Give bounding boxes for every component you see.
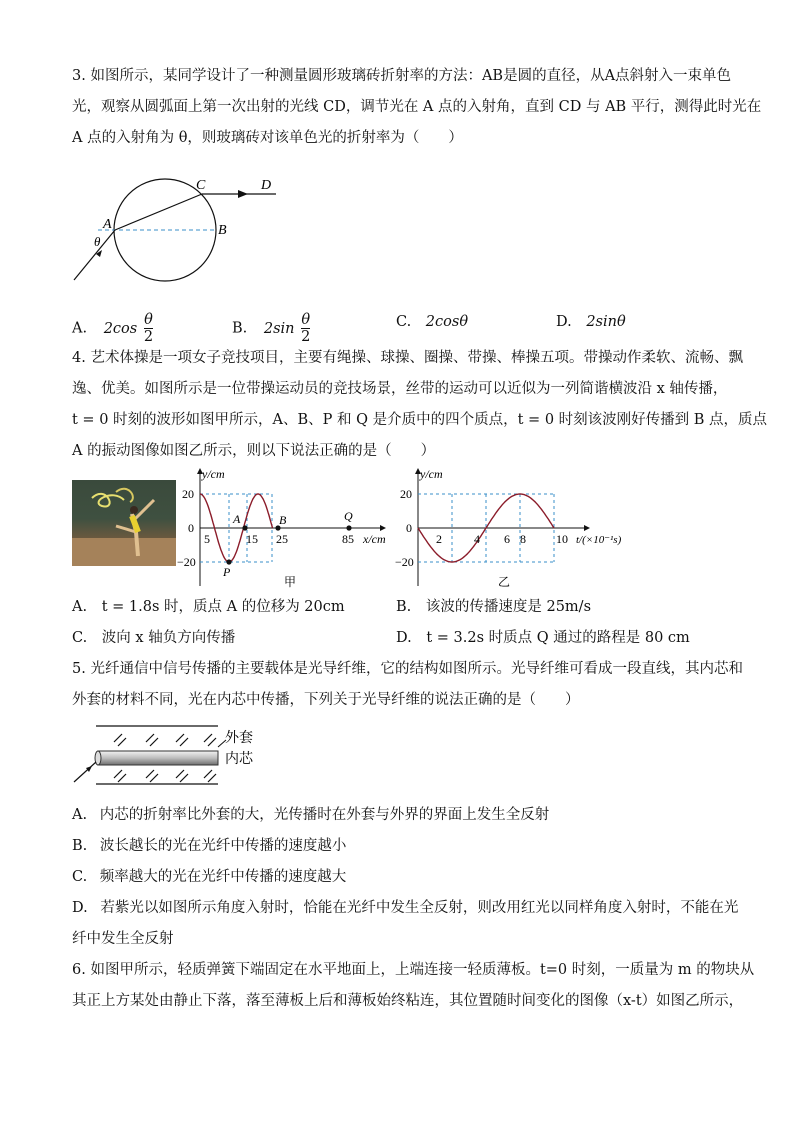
q5-option-b[interactable]: B. 波长越长的光在光纤中传播的速度越小 bbox=[72, 838, 347, 854]
vibration-graph-yi bbox=[395, 464, 638, 592]
q5-option-d[interactable]: D. 若紫光以如图所示角度入射时，恰能在光纤中发生全反射，则改用红光以同样角度入射时，不能在光 bbox=[72, 900, 739, 916]
jia-xtick-85: 85 bbox=[342, 532, 354, 546]
q5-line-2: 外套的材料不同，光在内芯中传播，下列关于光导纤维的说法正确的是（ ） bbox=[72, 692, 580, 708]
q3-line-3: A 点的入射角为 θ，则玻璃砖对该单色光的折射率为（ ） bbox=[72, 130, 463, 146]
yi-ytick-neg20: −20 bbox=[395, 555, 414, 569]
yi-xtick-6: 6 bbox=[504, 532, 510, 546]
jia-point-Q: Q bbox=[344, 509, 353, 523]
jia-point-A: A bbox=[233, 512, 241, 526]
yi-ytick-20: 20 bbox=[400, 487, 412, 501]
point-D-label: D bbox=[261, 178, 272, 193]
point-A-label: A bbox=[103, 217, 112, 232]
optical-fiber-figure bbox=[66, 720, 266, 796]
q4-line-2: 逸、优美。如图所示是一位带操运动员的竞技场景，丝带的运动可以近似为一列简谐横波沿 x 轴传播， bbox=[72, 381, 728, 397]
jia-xtick-25: 25 bbox=[276, 532, 288, 546]
yi-xtick-2: 2 bbox=[436, 532, 442, 546]
q6-line-2: 其正上方某处由静止下落，落至薄板上后和薄板始终粘连，其位置随时间变化的图像（x-t）如图乙所示， bbox=[72, 993, 744, 1009]
inner-label: 内芯 bbox=[225, 752, 253, 767]
gymnast-photo bbox=[72, 480, 176, 566]
point-B-label: B bbox=[218, 223, 227, 238]
q3-option-a[interactable]: A. 2cos $\frac{\theta}{2}$ bbox=[72, 312, 154, 345]
q5-option-c[interactable]: C. 频率越大的光在光纤中传播的速度越大 bbox=[72, 869, 347, 885]
yi-xlabel: t/(×10⁻¹s) bbox=[576, 534, 622, 546]
q6-line-1: 6. 如图甲所示，轻质弹簧下端固定在水平地面上，上端连接一轻质薄板。t=0 时刻，一质量为 m 的物块从 bbox=[72, 962, 755, 978]
yi-xtick-10: 10 bbox=[556, 532, 568, 546]
yi-xtick-8: 8 bbox=[520, 532, 526, 546]
q4-option-c[interactable]: C. 波向 x 轴负方向传播 bbox=[72, 630, 236, 646]
q3-option-d[interactable]: D. 2sinθ bbox=[556, 314, 626, 330]
jia-ytick-neg20: −20 bbox=[177, 555, 196, 569]
q4-option-d[interactable]: D. t = 3.2s 时质点 Q 通过的路程是 80 cm bbox=[396, 630, 690, 646]
q3-option-b[interactable]: B. 2sin $\frac{\theta}{2}$ bbox=[232, 312, 311, 345]
q4-option-a[interactable]: A. t = 1.8s 时，质点 A 的位移为 20cm bbox=[72, 599, 345, 615]
q5-line-1: 5. 光纤通信中信号传播的主要载体是光导纤维，它的结构如图所示。光导纤维可看成一段直线，其内芯和 bbox=[72, 661, 743, 677]
q5-option-d-cont: 纤中发生全反射 bbox=[72, 931, 174, 947]
yi-ytick-0: 0 bbox=[406, 521, 412, 535]
jia-point-P: P bbox=[223, 565, 231, 579]
yi-xtick-4: 4 bbox=[474, 532, 480, 546]
q5-option-a[interactable]: A. 内芯的折射率比外套的大，光传播时在外套与外界的界面上发生全反射 bbox=[72, 807, 550, 823]
yi-ylabel: y/cm bbox=[420, 467, 443, 481]
theta-label: θ bbox=[94, 234, 101, 249]
jia-caption: 甲 bbox=[284, 575, 297, 589]
q4-line-1: 4. 艺术体操是一项女子竞技项目，主要有绳操、球操、圈操、带操、棒操五项。带操动作柔软、流畅、飘 bbox=[72, 350, 743, 366]
jia-xtick-5: 5 bbox=[204, 532, 210, 546]
q3-option-c[interactable]: C. 2cosθ bbox=[396, 314, 469, 330]
q4-line-3: t = 0 时刻的波形如图甲所示，A、B、P 和 Q 是介质中的四个质点，t = 0 时刻该波刚好传播到 B 点，质点 bbox=[72, 412, 768, 428]
jia-xtick-15: 15 bbox=[246, 532, 258, 546]
q3-line-1: 3. 如图所示，某同学设计了一种测量圆形玻璃砖折射率的方法：AB是圆的直径，从A点斜射入一束单色 bbox=[72, 68, 732, 84]
jia-ylabel: y/cm bbox=[202, 467, 225, 481]
wave-graph-jia bbox=[177, 464, 390, 592]
q4-line-4: A 的振动图像如图乙所示，则以下说法正确的是（ ） bbox=[72, 443, 436, 459]
outer-label: 外套 bbox=[225, 731, 253, 746]
q3-circle-figure bbox=[66, 168, 286, 292]
yi-caption: 乙 bbox=[498, 575, 511, 589]
jia-ytick-0: 0 bbox=[188, 521, 194, 535]
jia-ytick-20: 20 bbox=[182, 487, 194, 501]
q3-line-2: 光，观察从圆弧面上第一次出射的光线 CD，调节光在 A 点的入射角，直到 CD 与 AB 平行，测得此时光在 bbox=[72, 99, 762, 115]
point-C-label: C bbox=[196, 178, 206, 193]
q4-option-b[interactable]: B. 该波的传播速度是 25m/s bbox=[396, 599, 592, 615]
jia-xlabel: x/cm bbox=[363, 532, 386, 546]
jia-point-B: B bbox=[279, 513, 287, 527]
